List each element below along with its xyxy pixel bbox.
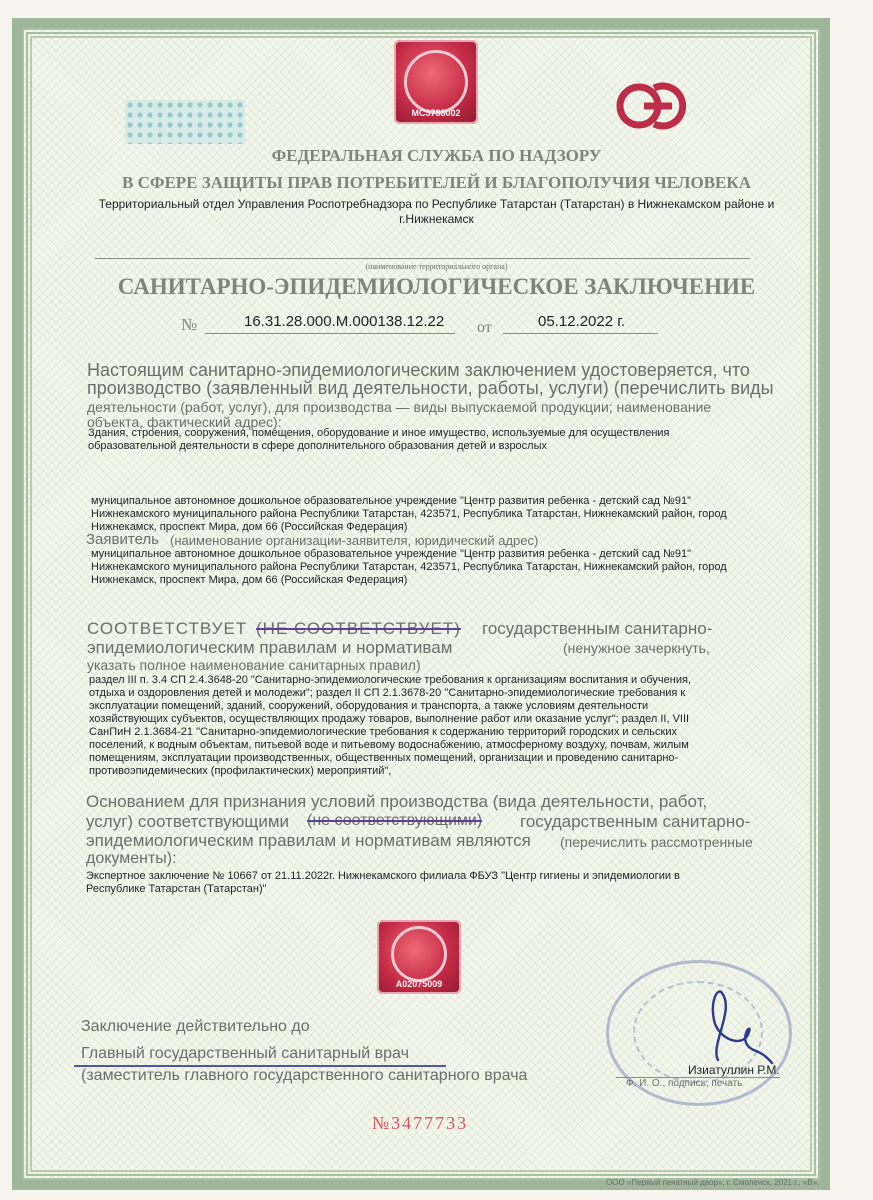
territorial-office-line-2: г.Нижнекамск (399, 212, 474, 226)
intro-line-1: Настоящим санитарно-эпидемиологическим заключением удостоверяется, что (87, 360, 750, 380)
compliance-line-2-hint: (ненужное зачеркнуть, (563, 640, 710, 656)
rules-line-4: хозяйствующих субъектов, осуществляющих продажу товаров, выполнение работ или оказание услуг"; раздел II, VIII (89, 713, 690, 725)
bottom-hologram (377, 920, 461, 994)
intro-line-4: объекта, фактический адрес): (87, 414, 282, 430)
basis-line-4: документы): (86, 850, 177, 867)
signature-caption: Ф. И. О., подпись, печать (626, 1078, 743, 1089)
security-pattern (125, 100, 245, 144)
basis-line-1: Основанием для признания условий производства (вида деятельности, работ, (86, 792, 708, 811)
signer-name: Изиатуллин Р.М. (688, 1063, 780, 1077)
form-number: №3477733 (372, 1113, 469, 1133)
bottom-hologram-code: А02075009 (395, 979, 443, 989)
rules-line-1: раздел III п. 3.4 СП 2.4.3648-20 "Санитарно-эпидемиологические требования к организациям воспитания и обучения, (89, 674, 692, 686)
basis-line-2a: услуг) соответствующими (86, 812, 290, 831)
intro-line-3: деятельности (работ, услуг), для производства — виды выпускаемой продукции; наименование (87, 399, 712, 415)
printer-info: ООО «Первый печатный двор», г. Смоленск, 2021 г., «В». (606, 1178, 820, 1187)
conclusion-number: 16.31.28.000.М.000138.12.22 (244, 313, 445, 330)
basis-document-line-1: Экспертное заключение № 10667 от 21.11.2022г. Нижнекамского филиала ФБУЗ "Центр гигиены и эпидемиологии в (86, 870, 680, 882)
rules-line-2: отдыха и оздоровления детей и молодежи"; раздел II СП 2.1.3678-20 "Санитарно-эпидемиологические требования к (89, 687, 686, 699)
top-hologram-code: МС3738002 (411, 108, 461, 118)
se-logo-icon (614, 80, 686, 132)
agency-line-1: ФЕДЕРАЛЬНАЯ СЛУЖБА ПО НАДЗОРУ (271, 146, 602, 165)
organ-caption: (наименование территориального органа) (365, 262, 508, 271)
hologram-ring (404, 50, 468, 114)
number-label: № (181, 315, 198, 334)
top-hologram (394, 40, 478, 124)
date-line (503, 333, 658, 334)
activity-line-2: образовательной деятельности в сфере дополнительного образования детей и взрослых (88, 440, 547, 452)
object-address-line-3: Нижнекамск, проспект Мира, дом 66 (Российская Федерация) (91, 521, 408, 533)
basis-line-2-strike: (не соответствующими) (307, 812, 483, 829)
compliance-line-1-rest: государственным санитарно- (482, 619, 713, 638)
validity-text: Заключение действительно до (81, 1018, 310, 1035)
hologram-ring (391, 926, 447, 982)
basis-document-line-2: Республике Татарстан (Татарстан)" (86, 883, 267, 895)
complies-text: СООТВЕТСТВУЕТ (87, 619, 248, 638)
rules-line-8: противоэпидемических (профилактических) мероприятий", (89, 765, 392, 777)
rules-line-3: эксплуатации помещений, зданий, сооружений, оборудования и транспорта, а также условиям деятельности (89, 700, 649, 712)
basis-line-3b: (перечислить рассмотренные (560, 834, 753, 850)
applicant-hint: (наименование организации-заявителя, юридический адрес) (170, 533, 539, 548)
basis-line-2b: государственным санитарно- (520, 812, 751, 831)
applicant-line-2: Нижнекамского муниципального района Республики Татарстан, 423571, Республика Татарстан, Нижнекамский район, город (91, 561, 727, 573)
agency-line-2: В СФЕРЕ ЗАЩИТЫ ПРАВ ПОТРЕБИТЕЛЕЙ И БЛАГОПОЛУЧИЯ ЧЕЛОВЕКА (122, 173, 751, 192)
applicant-line-3: Нижнекамск, проспект Мира, дом 66 (Российская Федерация) (91, 574, 408, 586)
conclusion-date: 05.12.2022 г. (538, 313, 626, 330)
date-label: от (477, 319, 492, 336)
document-title: САНИТАРНО-ЭПИДЕМИОЛОГИЧЕСКОЕ ЗАКЛЮЧЕНИЕ (117, 274, 756, 299)
territorial-office-line-1: Территориальный отдел Управления Роспотребнадзора по Республике Татарстан (Татарстан) в Нижнекамском районе и (98, 197, 775, 211)
chief-title: Главный государственный санитарный врач (81, 1045, 409, 1062)
number-line (205, 333, 455, 334)
applicant-label: Заявитель (86, 531, 159, 548)
object-address-line-2: Нижнекамского муниципального района Республики Татарстан, 423571, Республика Татарстан, Нижнекамский район, город (91, 508, 727, 520)
deputy-title: (заместитель главного государственного санитарного врача (81, 1067, 528, 1084)
applicant-line-1: муниципальное автономное дошкольное образовательное учреждение "Центр развития ребенка - детский сад №91" (91, 548, 691, 560)
signature-icon (690, 985, 780, 1075)
intro-line-2: производство (заявленный вид деятельности, работы, услуги) (перечислить виды (87, 378, 774, 398)
rules-line-7: помещениям, эксплуатации производственных, общественных помещений, организации и проведению санитарно- (89, 752, 679, 764)
rules-line-6: поселений, к водным объектам, питьевой воде и питьевому водоснабжению, атмосферному воздуху, почвам, жилым (89, 739, 689, 751)
object-address-line-1: муниципальное автономное дошкольное образовательное учреждение "Центр развития ребенка - детский сад №91" (91, 495, 691, 507)
organ-line (95, 258, 750, 259)
activity-line-1: Здания, строения, сооружения, помещения, оборудование и иное имущество, используемые для осуществления (88, 427, 670, 439)
compliance-line-2: эпидемиологическим правилам и нормативам (87, 638, 453, 657)
compliance-line-3: указать полное наименование санитарных правил) (87, 657, 421, 673)
rules-line-5: СанПиН 2.1.3684-21 "Санитарно-эпидемиологические требования к содержанию территорий городских и сельских (89, 726, 677, 738)
not-complies-text: (НЕ СООТВЕТСТВУЕТ) (256, 619, 461, 638)
basis-line-3a: эпидемиологическим правилам и нормативам являются (86, 831, 531, 850)
